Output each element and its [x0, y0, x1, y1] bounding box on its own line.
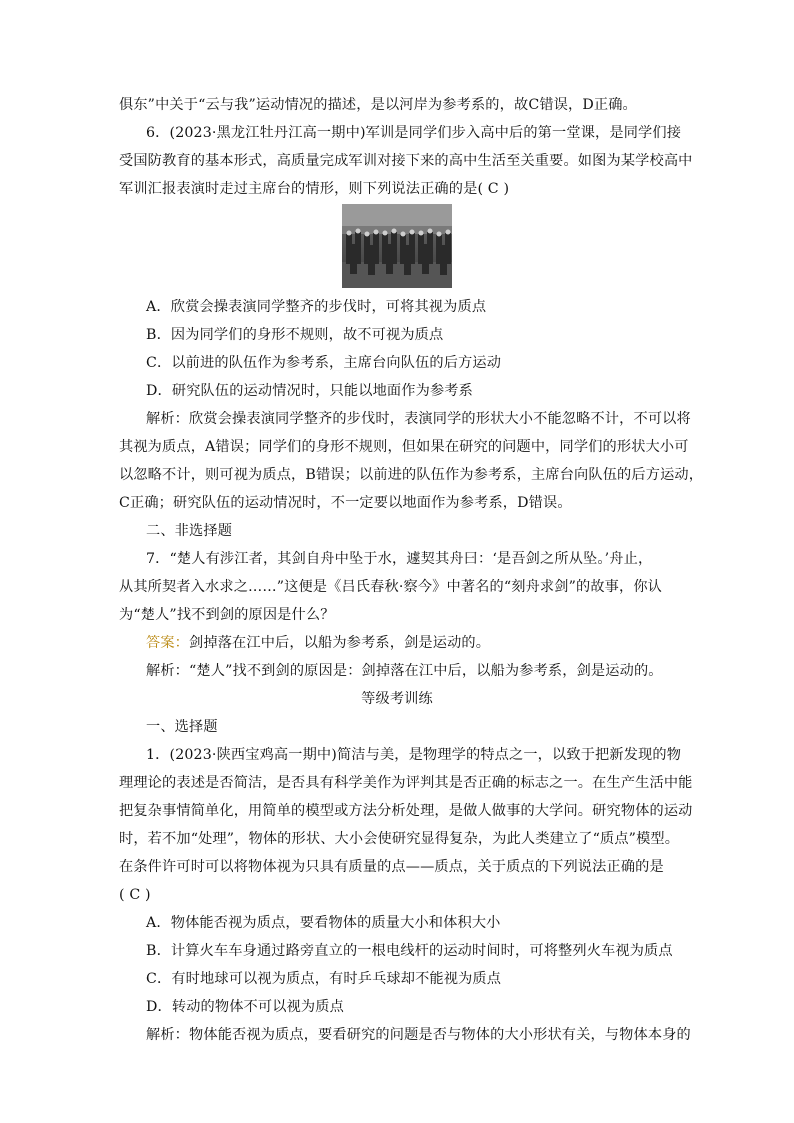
text-line: 俱东”中关于“云与我”运动情况的描述，是以河岸为参考系的，故C错误，D正确。	[119, 97, 637, 113]
answer-line	[146, 633, 490, 653]
option-c: C．以前进的队伍作为参考系，主席台向队伍的后方运动	[146, 355, 502, 371]
text-line: 受国防教育的基本形式，高质量完成军训对接下来的高中生活至关重要。如图为某学校高中	[119, 153, 693, 169]
text-line: C正确；研究队伍的运动情况时，不一定要以地面作为参考系，D错误。	[119, 495, 572, 511]
answer-label: 答案：	[146, 635, 190, 651]
text-line: 时，若不加“处理”，物体的形状、大小会使研究显得复杂，为此人类建立了“质点”模型。	[119, 831, 680, 847]
question-7-stem: 7．“楚人有涉江者，其剑自舟中坠于水，遽契其舟曰：‘是吾剑之所从坠。’舟止，	[146, 551, 653, 567]
question-1-stem: 1．(2023·陕西宝鸡高一期中)简洁与美，是物理学的特点之一，以致于把新发现的物	[146, 747, 682, 763]
explanation: 解析：欣赏会操表演同学整齐的步伐时，表演同学的形状大小不能忽略不计，不可以将	[146, 411, 691, 427]
text-line: 以忽略不计，则可视为质点，B错误；以前进的队伍作为参考系，主席台向队伍的后方运动，	[119, 467, 704, 483]
text-line: 从其所契者入水求之……”这便是《吕氏春秋·察今》中著名的“刻舟求剑”的故事，你认	[119, 579, 663, 595]
option-a: A．物体能否视为质点，要看物体的质量大小和体积大小	[146, 915, 501, 931]
text-line: 在条件许可时可以将物体视为只具有质量的点——质点，关于质点的下列说法正确的是	[119, 859, 664, 875]
military-parade-photo	[342, 204, 452, 288]
text-line: 军训汇报表演时走过主席台的情形，则下列说法正确的是( C )	[119, 181, 510, 197]
text-line: 理理论的表述是否简洁，是否具有科学美作为评判其是否正确的标志之一。在生产生活中能	[119, 775, 693, 791]
text-line: 其视为质点，A错误；同学们的身形不规则，但如果在研究的问题中，同学们的形状大小可	[119, 439, 689, 455]
text-line: 为“楚人”找不到剑的原因是什么？	[119, 607, 335, 623]
explanation: 解析：“楚人”找不到剑的原因是：剑掉落在江中后，以船为参考系，剑是运动的。	[146, 663, 663, 679]
page-section-title: 等级考训练	[361, 691, 433, 707]
explanation: 解析：物体能否视为质点，要看研究的问题是否与物体的大小形状有关，与物体本身的	[146, 1027, 691, 1043]
option-b: B．计算火车车身通过路旁直立的一根电线杆的运动时间时，可将整列火车视为质点	[146, 943, 673, 959]
section-heading: 二、非选择题	[146, 523, 233, 539]
text-line: 把复杂事情简单化，用简单的模型或方法分析处理，是做人做事的大学问。研究物体的运动	[119, 803, 693, 819]
section-heading: 一、选择题	[146, 719, 218, 735]
option-d: D．研究队伍的运动情况时，只能以地面作为参考系	[146, 383, 473, 399]
option-a: A．欣赏会操表演同学整齐的步伐时，可将其视为质点	[146, 299, 487, 315]
option-d: D．转动的物体不可以视为质点	[146, 999, 344, 1015]
answer-text: 剑掉落在江中后，以船为参考系，剑是运动的。	[189, 635, 491, 651]
option-c: C．有时地球可以视为质点，有时乒乓球却不能视为质点	[146, 971, 502, 987]
answer-bracket: ( C )	[119, 887, 151, 903]
option-b: B．因为同学们的身形不规则，故不可视为质点	[146, 327, 444, 343]
question-6-stem: 6．(2023·黑龙江牡丹江高一期中)军训是同学们步入高中后的第一堂课，是同学们接	[146, 125, 682, 141]
